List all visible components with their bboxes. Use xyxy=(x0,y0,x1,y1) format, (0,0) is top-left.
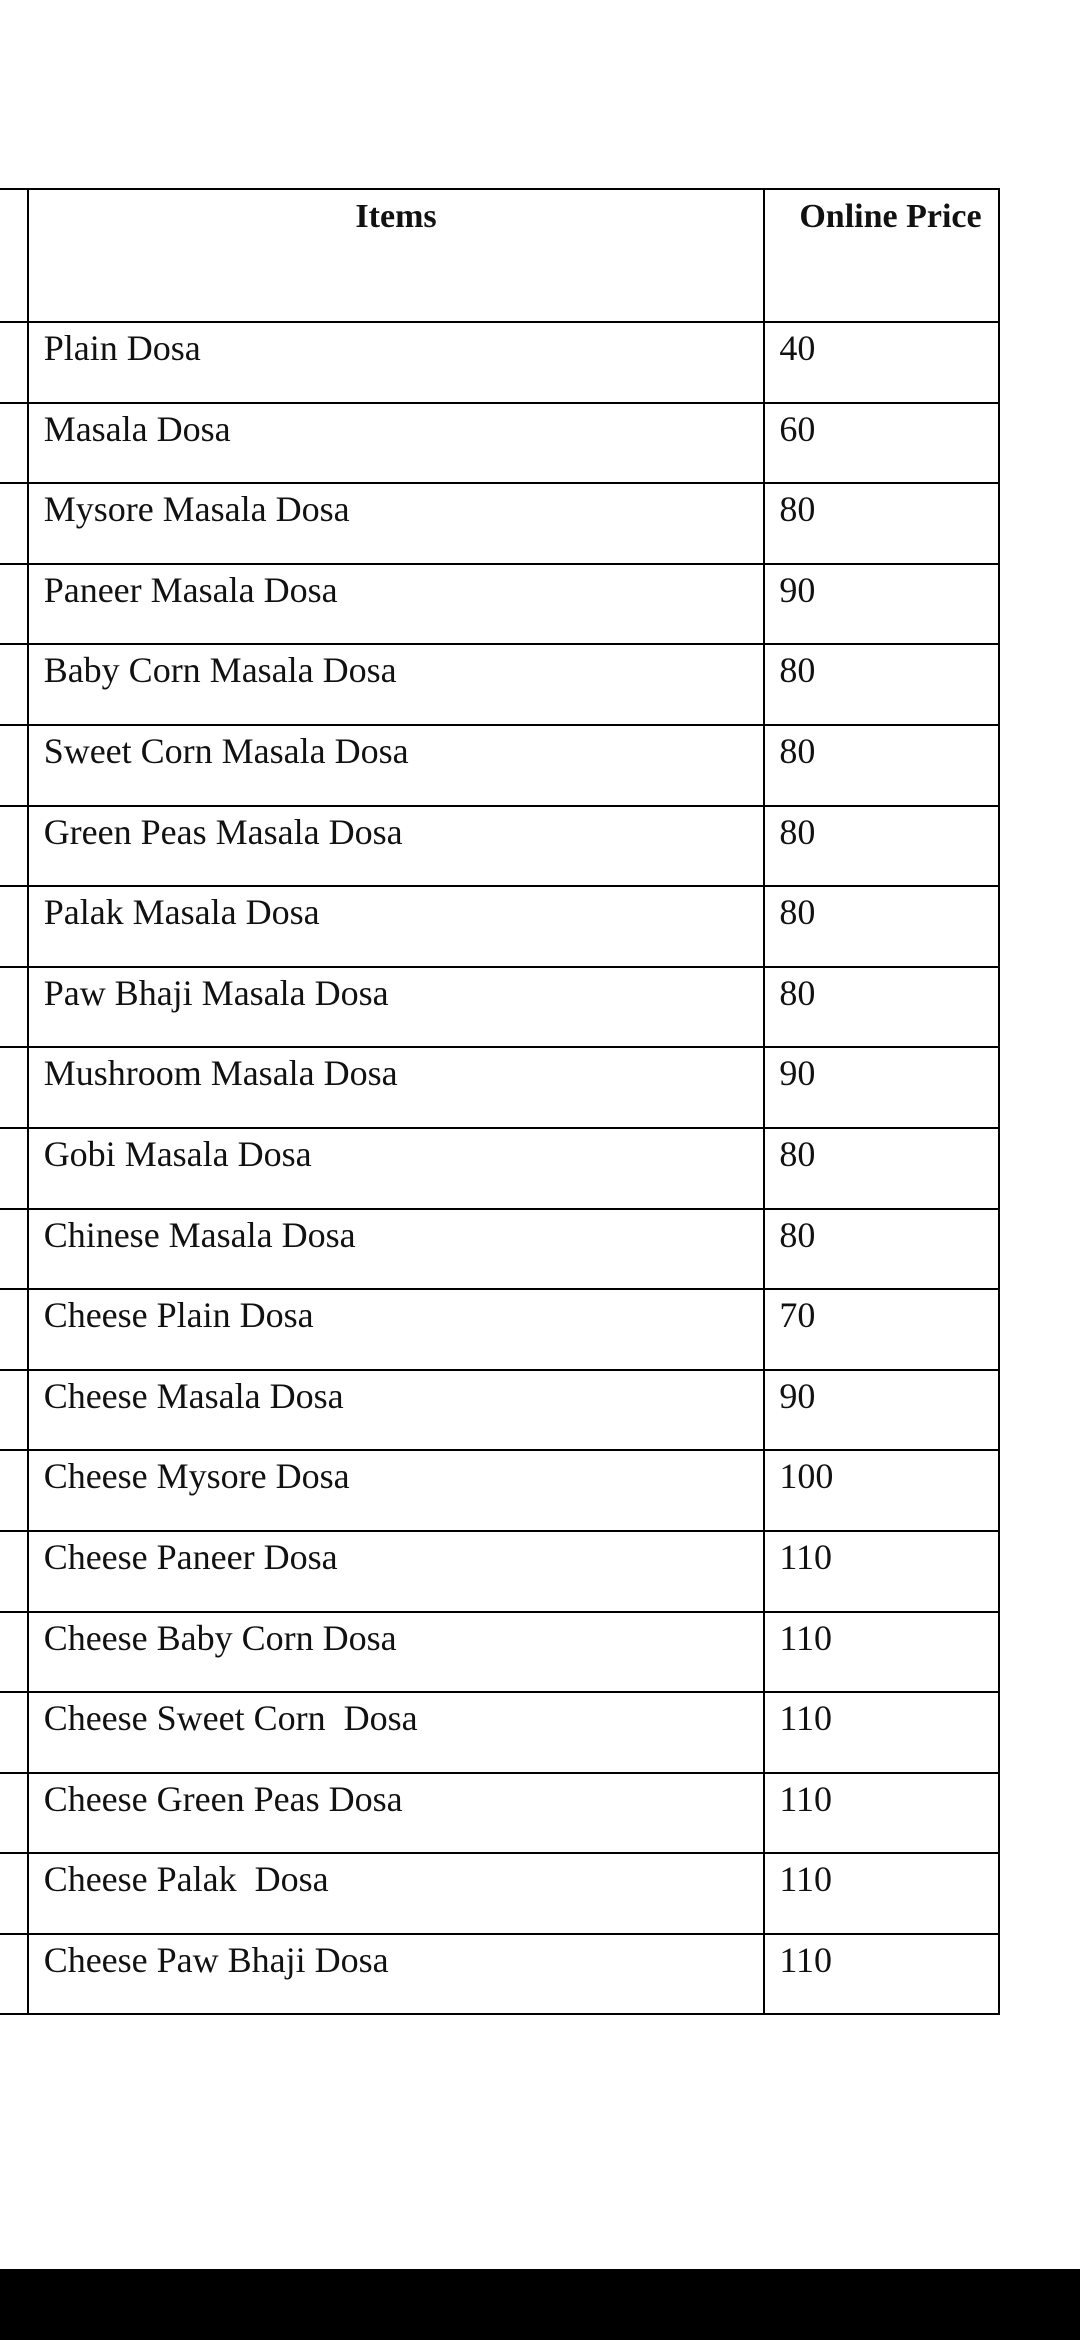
cell-price xyxy=(764,1370,999,1451)
cell-item xyxy=(28,644,765,725)
cell-sno xyxy=(0,1450,28,1531)
cell-price xyxy=(764,1450,999,1531)
table-row xyxy=(0,1047,999,1128)
cell-item xyxy=(28,967,765,1048)
cell-price xyxy=(764,322,999,403)
cell-sno xyxy=(0,564,28,645)
cell-item xyxy=(28,1450,765,1531)
price-value: 80 xyxy=(779,1214,816,1255)
cell-sno xyxy=(0,1853,28,1934)
item-name: Masala Dosa xyxy=(43,408,231,449)
item-name: Gobi Masala Dosa xyxy=(43,1133,312,1174)
table-row xyxy=(0,1209,999,1290)
price-value: 80 xyxy=(779,730,816,771)
cell-price xyxy=(764,564,999,645)
cell-sno xyxy=(0,967,28,1048)
cell-sno xyxy=(0,1612,28,1693)
item-name: Plain Dosa xyxy=(43,328,201,368)
item-name: Cheese Palak Dosa xyxy=(43,1859,329,1900)
table-header-row xyxy=(0,189,999,322)
item-name: Green Peas Masala Dosa xyxy=(43,811,403,852)
cell-price xyxy=(764,1692,999,1773)
cell-sno xyxy=(0,1692,28,1773)
item-name: Cheese Paneer Dosa xyxy=(43,1536,338,1577)
cell-sno xyxy=(0,1934,28,2015)
price-value: 80 xyxy=(779,1133,816,1174)
cell-sno xyxy=(0,1289,28,1370)
price-value: 70 xyxy=(779,1295,816,1336)
table-row xyxy=(0,1692,999,1773)
cell-sno xyxy=(0,1531,28,1612)
table-row xyxy=(0,403,999,484)
table-row xyxy=(0,806,999,887)
cell-sno xyxy=(0,806,28,887)
cell-sno xyxy=(0,886,28,967)
item-name: Sweet Corn Masala Dosa xyxy=(43,730,409,771)
cell-item xyxy=(28,886,765,967)
item-name: Chinese Masala Dosa xyxy=(43,1214,356,1255)
cell-sno xyxy=(0,403,28,484)
table-row xyxy=(0,1370,999,1451)
cell-sno xyxy=(0,1128,28,1209)
price-value: 60 xyxy=(779,408,816,449)
item-name: Cheese Mysore Dosa xyxy=(43,1456,350,1497)
cell-price xyxy=(764,1289,999,1370)
cell-price xyxy=(764,725,999,806)
cell-sno xyxy=(0,725,28,806)
price-value: 100 xyxy=(779,1456,834,1497)
price-value: 110 xyxy=(779,1859,833,1900)
price-value: 110 xyxy=(779,1617,833,1658)
cell-item xyxy=(28,1773,765,1854)
cell-item xyxy=(28,1128,765,1209)
cell-price xyxy=(764,806,999,887)
table-row xyxy=(0,1450,999,1531)
item-name: Paw Bhaji Masala Dosa xyxy=(43,972,389,1013)
cell-price xyxy=(764,1128,999,1209)
price-value: 80 xyxy=(779,650,816,691)
price-value: 110 xyxy=(779,1698,833,1739)
cell-item xyxy=(28,1853,765,1934)
table-row xyxy=(0,644,999,725)
price-value: 80 xyxy=(779,892,816,933)
price-value: 110 xyxy=(779,1939,833,1980)
cell-price xyxy=(764,967,999,1048)
item-name: Cheese Green Peas Dosa xyxy=(43,1778,403,1819)
cell-item xyxy=(28,725,765,806)
cell-sno xyxy=(0,1773,28,1854)
cell-item xyxy=(28,1692,765,1773)
table-row xyxy=(0,322,999,403)
table-row xyxy=(0,1531,999,1612)
cell-price xyxy=(764,1853,999,1934)
menu-price-table xyxy=(0,188,1000,2015)
cell-price xyxy=(764,1773,999,1854)
cell-price xyxy=(764,886,999,967)
item-name: Cheese Paw Bhaji Dosa xyxy=(43,1939,389,1980)
cell-price xyxy=(764,1612,999,1693)
cell-sno xyxy=(0,322,28,403)
cell-price xyxy=(764,483,999,564)
header-items xyxy=(28,189,765,322)
item-name: Mysore Masala Dosa xyxy=(43,489,350,530)
cell-item xyxy=(28,1209,765,1290)
item-name: Cheese Baby Corn Dosa xyxy=(43,1617,397,1658)
cell-price xyxy=(764,1209,999,1290)
table-row xyxy=(0,886,999,967)
cell-price xyxy=(764,1047,999,1128)
cell-item xyxy=(28,483,765,564)
item-name: Paneer Masala Dosa xyxy=(43,569,338,610)
header-sno xyxy=(0,189,28,322)
cell-item xyxy=(28,322,765,403)
cell-item xyxy=(28,403,765,484)
cell-item xyxy=(28,564,765,645)
header-items-label: Items xyxy=(355,198,437,235)
cell-item xyxy=(28,1289,765,1370)
price-value: 90 xyxy=(779,569,816,610)
price-value: 110 xyxy=(779,1536,833,1577)
item-name: Palak Masala Dosa xyxy=(43,892,320,933)
header-online-price xyxy=(764,189,999,322)
table-row xyxy=(0,725,999,806)
item-name: Cheese Masala Dosa xyxy=(43,1375,344,1416)
table-row xyxy=(0,1773,999,1854)
cell-item xyxy=(28,1934,765,2015)
cell-sno xyxy=(0,1370,28,1451)
cell-price xyxy=(764,403,999,484)
cell-sno xyxy=(0,644,28,725)
table-row xyxy=(0,1128,999,1209)
price-value: 40 xyxy=(779,328,816,368)
table-row xyxy=(0,1853,999,1934)
cell-item xyxy=(28,1370,765,1451)
cell-item xyxy=(28,1531,765,1612)
item-name: Mushroom Masala Dosa xyxy=(43,1053,398,1094)
price-value: 80 xyxy=(779,489,816,530)
cell-sno xyxy=(0,1047,28,1128)
table-row xyxy=(0,564,999,645)
cell-item xyxy=(28,1047,765,1128)
item-name: Cheese Plain Dosa xyxy=(43,1295,314,1336)
table-row xyxy=(0,1289,999,1370)
price-value: 110 xyxy=(779,1778,833,1819)
cell-sno xyxy=(0,483,28,564)
cell-sno xyxy=(0,1209,28,1290)
table-row xyxy=(0,1612,999,1693)
price-value: 80 xyxy=(779,811,816,852)
header-online-price-label: Online Price xyxy=(799,198,982,235)
item-name: Cheese Sweet Corn Dosa xyxy=(43,1698,418,1739)
table-row xyxy=(0,967,999,1048)
cell-item xyxy=(28,806,765,887)
table-row xyxy=(0,1934,999,2015)
price-value: 90 xyxy=(779,1053,816,1094)
price-value: 90 xyxy=(779,1375,816,1416)
cell-item xyxy=(28,1612,765,1693)
price-value: 80 xyxy=(779,972,816,1013)
table-body xyxy=(0,322,999,2014)
item-name: Baby Corn Masala Dosa xyxy=(43,650,397,691)
bottom-navigation-bar xyxy=(0,2269,1080,2340)
cell-price xyxy=(764,644,999,725)
cell-price xyxy=(764,1934,999,2015)
cell-price xyxy=(764,1531,999,1612)
table-row xyxy=(0,483,999,564)
